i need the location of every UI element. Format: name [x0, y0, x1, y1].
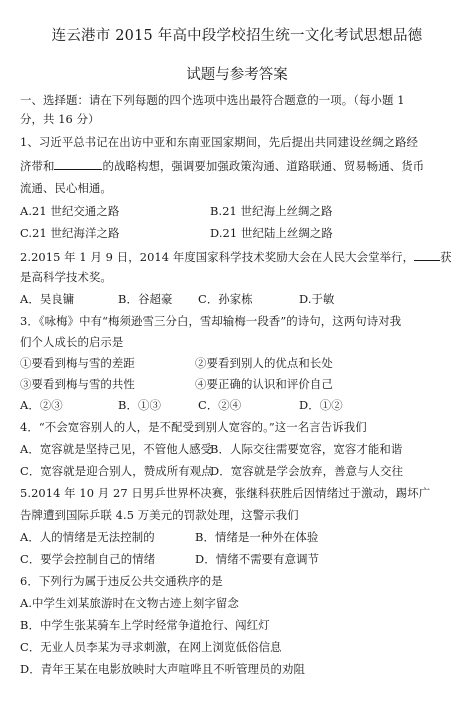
q2-option-a: A．吴良镛 [20, 292, 75, 306]
q1-option-b: B.21 世纪海上丝绸之路 [210, 204, 333, 218]
q2-stem-text-cont: 获 [440, 250, 452, 264]
q1-options-row2 [20, 226, 333, 240]
q3-option-b: B．①③ [118, 398, 161, 412]
q5-option-a: A．人的情绪是无法控制的 [20, 530, 155, 544]
q1-stem-line1: 1、习近平总书记在出访中亚和东南亚国家期间，先后提出共同建设丝绸之路经 [20, 135, 419, 149]
q1-option-d: D.21 世纪陆上丝绸之路 [210, 226, 333, 240]
q6-option-c: C．无业人员李某为寻求刺激，在网上浏览低俗信息 [20, 640, 282, 654]
q2-option-d: D.于敏 [299, 292, 335, 306]
q3-stem-line2: 们个人成长的启示是 [20, 335, 124, 349]
q4-option-b: B．人际交往需要宽容，宽容才能和谐 [210, 442, 403, 456]
q2-stem-text: 2.2015 年 1 月 9 日，2014 年度国家科学技术奖励大会在人民大会堂举行， [20, 250, 415, 264]
q5-option-c: C．要学会控制自己的情绪 [20, 552, 156, 566]
q3-statements-row1 [20, 356, 333, 370]
q4-options-row1 [20, 442, 403, 456]
q4-options-row2 [20, 464, 404, 478]
q3-statement-4: ④要正确的认识和评价自己 [195, 377, 333, 391]
q5-options-row1 [20, 530, 319, 544]
q1-stem-line2 [20, 158, 424, 173]
q2-option-b: B．谷超豪 [118, 292, 173, 306]
q4-stem-line1: 4．“不会宽容别人的人，是不配受到别人宽容的。”这一名言告诉我们 [20, 420, 367, 434]
q6-stem-line1: 6．下列行为属于违反公共交通秩序的是 [20, 574, 223, 588]
q4-option-a: A．宽容就是坚持己见，不管他人感受 [20, 442, 213, 456]
q3-statements-row2 [20, 377, 333, 391]
q6-option-b: B．中学生张某骑车上学时经常争道抢行、闯红灯 [20, 618, 270, 632]
q3-statement-3: ③要看到梅与雪的共性 [20, 377, 135, 391]
q4-option-c: C．宽容就是迎合别人，赞成所有观点 [20, 464, 213, 478]
section-heading-cont: 分，共 16 分） [20, 112, 100, 126]
q2-stem-line2: 是高科学技术奖。 [20, 270, 112, 284]
q5-options-row2 [20, 552, 320, 566]
q1-option-a: A.21 世纪交通之路 [20, 204, 120, 218]
q3-option-c: C．②④ [198, 398, 242, 412]
q1-stem-text-cont: 的战略构想，强调要加强政策沟通、道路联通、贸易畅通、货币 [102, 159, 425, 173]
q3-option-d: D．①② [299, 398, 343, 412]
q6-option-a: A.中学生刘某旅游时在文物古迹上刻字留念 [20, 596, 239, 610]
q1-options-row1 [20, 204, 333, 218]
q5-stem-line2: 告牌遭到国际乒联 4.5 万美元的罚款处理，这警示我们 [20, 508, 299, 522]
section-heading: 一、选择题：请在下列每题的四个选项中选出最符合题意的一项。（每小题 1 [20, 93, 405, 107]
q5-stem-line1: 5.2014 年 10 月 27 日男乒世界杯决赛，张继科获胜后因情绪过于激动，踢坏广 [20, 486, 431, 500]
document-subtitle: 试题与参考答案 [186, 67, 288, 83]
q5-option-d: D．情绪不需要有意调节 [195, 552, 320, 566]
q1-stem-text: 济带和 [20, 159, 55, 173]
q3-statement-2: ②要看到别人的优点和长处 [195, 356, 333, 370]
q3-stem-line1: 3．《咏梅》中有“梅须逊雪三分白，雪却输梅一段香”的诗句，这两句诗对我 [20, 314, 402, 328]
q6-option-d: D．青年王某在电影放映时大声喧哗且不听管理员的劝阻 [20, 662, 306, 676]
q3-statement-1: ①要看到梅与雪的差距 [20, 356, 135, 370]
q2-option-c: C．孙家栋 [198, 292, 253, 306]
document-title: 连云港市 2015 年高中段学校招生统一文化考试思想品德 [51, 28, 423, 44]
q3-option-a: A．②③ [20, 398, 63, 412]
q5-option-b: B．情绪是一种外在体验 [195, 530, 319, 544]
q3-options-row [20, 398, 343, 412]
q4-option-d: D．宽容就是学会放弃，善意与人交往 [210, 464, 404, 478]
q1-stem-line3: 流通、民心相通。 [20, 181, 112, 195]
q1-answer-blank [54, 158, 102, 170]
q1-option-c: C.21 世纪海洋之路 [20, 226, 120, 240]
q2-options-row [20, 292, 335, 306]
q2-stem-line1 [20, 249, 452, 264]
q2-answer-blank [414, 249, 440, 261]
